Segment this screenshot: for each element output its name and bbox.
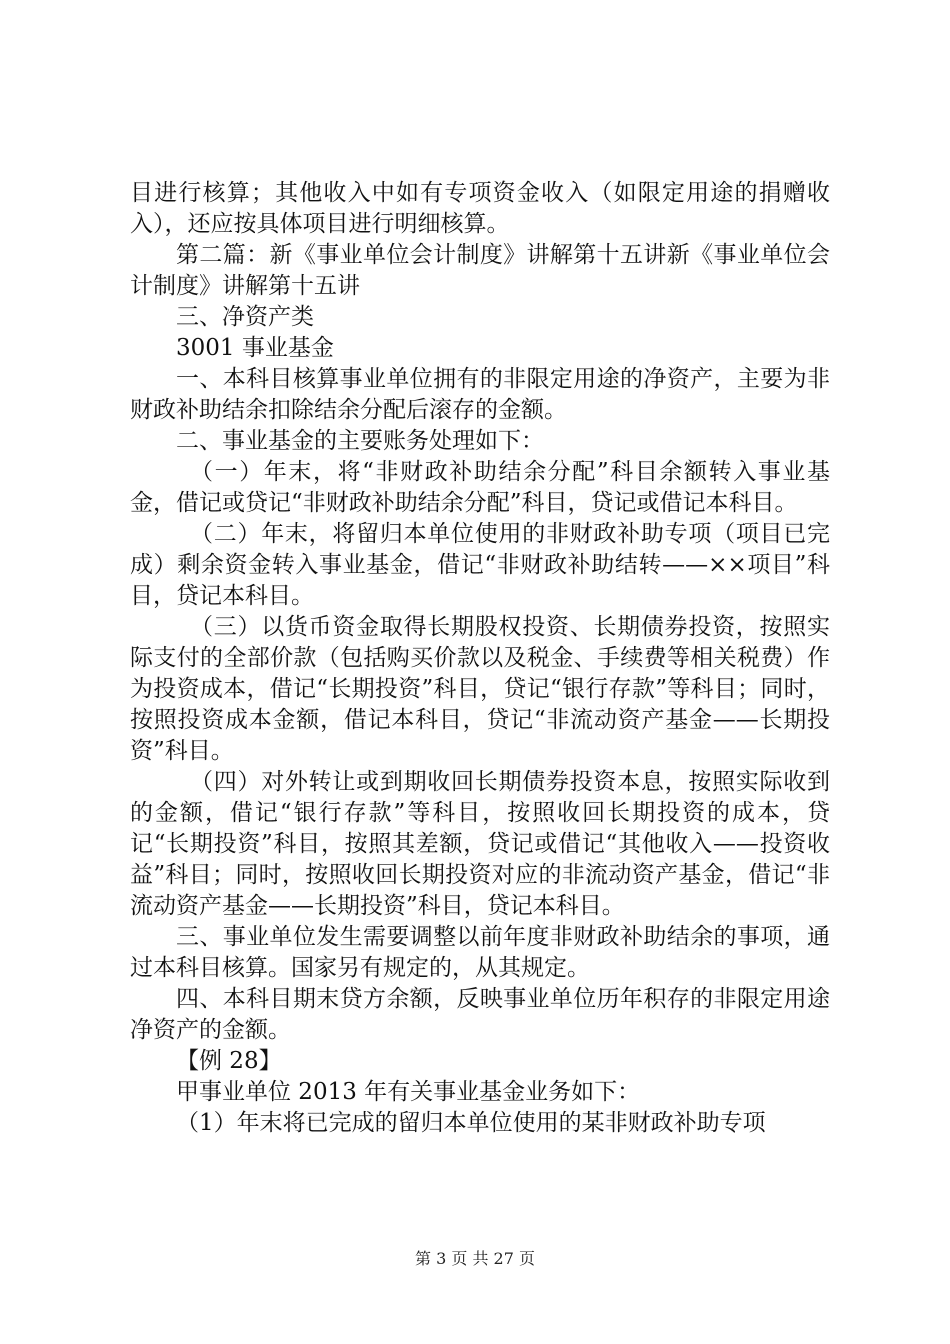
paragraph: 三、事业单位发生需要调整以前年度非财政补助结余的事项，通过本科目核算。国家另有规定的，从其规定。 xyxy=(130,924,830,981)
paragraph: 一、本科目核算事业单位拥有的非限定用途的净资产，主要为非财政补助结余扣除结余分配后滚存的金额。 xyxy=(130,366,830,423)
example-heading: 【例 28】 xyxy=(176,1048,282,1074)
paragraph: （一）年末，将“非财政补助结余分配”科目余额转入事业基金，借记或贷记“非财政补助结余分配”科目，贷记或借记本科目。 xyxy=(130,459,830,516)
chapter-heading: 第二篇：新《事业单位会计制度》讲解第十五讲新《事业单位会计制度》讲解第十五讲 xyxy=(130,242,830,299)
document-body xyxy=(130,178,830,1139)
paragraph: 目进行核算；其他收入中如有专项资金收入（如限定用途的捐赠收入），还应按具体项目进行明细核算。 xyxy=(130,180,830,237)
paragraph: （三）以货币资金取得长期股权投资、长期债券投资，按照实际支付的全部价款（包括购买价款以及税金、手续费等相关税费）作为投资成本，借记“长期投资”科目，贷记“银行存款”等科目；同时，按照投资成本金额，借记本科目，贷记“非流动资产基金——长期投资”科目。 xyxy=(130,614,830,764)
paragraph: （四）对外转让或到期收回长期债券投资本息，按照实际收到的金额，借记“银行存款”等科目，按照收回长期投资的成本，贷记“长期投资”科目，按照其差额，贷记或借记“其他收入——投资收益”科目；同时，按照收回长期投资对应的非流动资产基金，借记“非流动资产基金——长期投资”科目，贷记本科目。 xyxy=(130,769,830,919)
paragraph: （1）年末将已完成的留归本单位使用的某非财政补助专项 xyxy=(176,1110,766,1136)
section-heading: 三、净资产类 xyxy=(176,304,314,330)
paragraph: （二）年末，将留归本单位使用的非财政补助专项（项目已完成）剩余资金转入事业基金，借记“非财政补助结转——××项目”科目，贷记本科目。 xyxy=(130,521,830,609)
paragraph: 二、事业基金的主要账务处理如下： xyxy=(176,428,544,454)
page-number-footer: 第 3 页 共 27 页 xyxy=(415,1249,535,1268)
paragraph: 四、本科目期末贷方余额，反映事业单位历年积存的非限定用途净资产的金额。 xyxy=(130,986,830,1043)
account-heading: 3001 事业基金 xyxy=(176,335,334,361)
paragraph: 甲事业单位 2013 年有关事业基金业务如下： xyxy=(176,1079,641,1105)
